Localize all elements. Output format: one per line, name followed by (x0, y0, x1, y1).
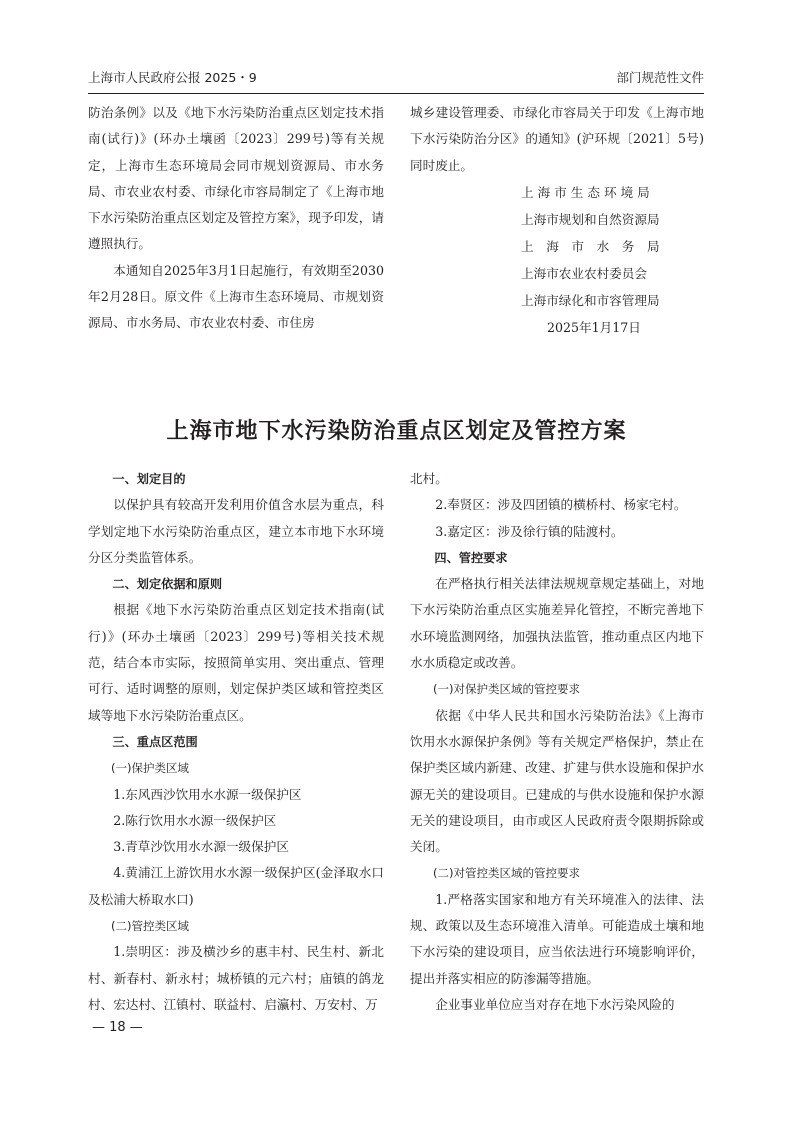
signature-agency: 上 海 市 生 态 环 境 局 (521, 185, 650, 200)
signature-agency: 上 海 市 水 务 局 (521, 239, 660, 254)
page-header (88, 68, 704, 88)
signature-agency: 上海市规划和自然资源局 (521, 212, 660, 227)
body-paragraph: 企业事业单位应当对存在地下水污染风险的 (435, 996, 675, 1012)
header-rule (88, 93, 704, 94)
section-heading: 四、管控要求 (434, 550, 508, 565)
header-journal-title: 上海市人民政府公报 2025・9 (88, 70, 257, 85)
body-paragraph: 4.黄浦江上游饮用水水源一级保护区(金泽取水口及松浦大桥取水口) (88, 865, 384, 907)
body-paragraph: 3.嘉定区：涉及徐行镇的陆渡村。 (435, 523, 624, 539)
body-paragraph: 1.严格落实国家和地方有关环境准入的法律、法规、政策以及生态环境准入清单。可能造成土壤和地下水污染的建设项目，应当依法进行环境影响评价，提出并落实相应的防渗漏等措施。 (410, 891, 704, 986)
subsection-heading: (一)对保护类区域的管控要求 (433, 682, 580, 697)
body-paragraph: 北村。 (410, 471, 448, 486)
body-paragraph: 3.青草沙饮用水水源一级保护区 (113, 839, 289, 855)
bottom-right-column (410, 466, 704, 1018)
body-paragraph: 2.奉贤区：涉及四团镇的横桥村、杨家宅村。 (435, 497, 687, 513)
body-paragraph: 以保护具有较高开发利用价值含水层为重点，科学划定地下水污染防治重点区，建立本市地下水环境分区分类监管体系。 (88, 497, 384, 565)
header-section-title: 部门规范性文件 (616, 70, 704, 85)
signature-agency: 上海市绿化和市容管理局 (521, 293, 660, 308)
body-paragraph: 防治条例》以及《地下水污染防治重点区划定技术指南(试行)》(环办土壤函〔2023〕299号)等有关规定，上海市生态环境局会同市规划资源局、市水务局、市农业农村委、市绿化市容局制定了《上海市地下水污染防治重点区划定及管控方案》，现予印发，请遵照执行。 (88, 105, 384, 252)
top-left-column (88, 100, 384, 337)
signature-agency: 上海市农业农村委员会 (521, 266, 647, 281)
body-paragraph: 1.东风西沙饮用水水源一级保护区 (113, 786, 302, 802)
signature-date: 2025年1月17日 (547, 320, 641, 335)
page-number: — 18 — (92, 1020, 143, 1035)
body-paragraph: 依据《中华人民共和国水污染防治法》《上海市饮用水水源保护条例》等有关规定严格保护，禁止在保护类区域内新建、改建、扩建与供水设施和保护水源无关的建设项目。已建成的与供水设施和保护水源无关的建设项目，由市或区人民政府责令限期拆除或关闭。 (410, 707, 704, 855)
signature-block (521, 179, 660, 341)
body-paragraph: 2.陈行饮用水水源一级保护区 (113, 812, 277, 828)
body-paragraph: 在严格执行相关法律法规规章规定基础上，对地下水污染防治重点区实施差异化管控，不断完善地下水环境监测网络，加强执法监管，推动重点区内地下水水质稳定或改善。 (410, 576, 704, 671)
subsection-heading: (二)管控类区域 (111, 919, 189, 934)
body-paragraph: 城乡建设管理委、市绿化市容局关于印发《上海市地下水污染防治分区》的通知》(沪环规〔2021〕5号)同时废止。 (410, 105, 704, 173)
subsection-heading: (一)保护类区域 (111, 761, 189, 776)
subsection-heading: (二)对管控类区域的管控要求 (433, 866, 580, 881)
body-paragraph: 根据《地下水污染防治重点区划定技术指南(试行)》(环办土壤函〔2023〕299号)等相关技术规范，结合本市实际，按照简单实用、突出重点、管理可行、适时调整的原则，划定保护类区域和管控类区域等地下水污染防治重点区。 (88, 602, 384, 723)
section-heading: 三、重点区范围 (112, 734, 198, 749)
body-paragraph: 1.崇明区：涉及横沙乡的惠丰村、民生村、新北村、新春村、新永村；城桥镇的元六村；庙镇的鸽龙村、宏达村、江镇村、联益村、启瀛村、万安村、万 (88, 944, 384, 1012)
section-heading: 一、划定目的 (112, 472, 186, 486)
section-heading: 二、划定依据和原则 (112, 577, 223, 592)
top-right-column (410, 100, 704, 179)
body-paragraph: 本通知自2025年3月1日起施行，有效期至2030年2月28日。原文件《上海市生态环境局、市规划资源局、市水务局、市农业农村委、市住房 (88, 262, 384, 331)
document-title: 上海市地下水污染防治重点区划定及管控方案 (166, 419, 627, 444)
bottom-left-column (88, 466, 384, 1018)
